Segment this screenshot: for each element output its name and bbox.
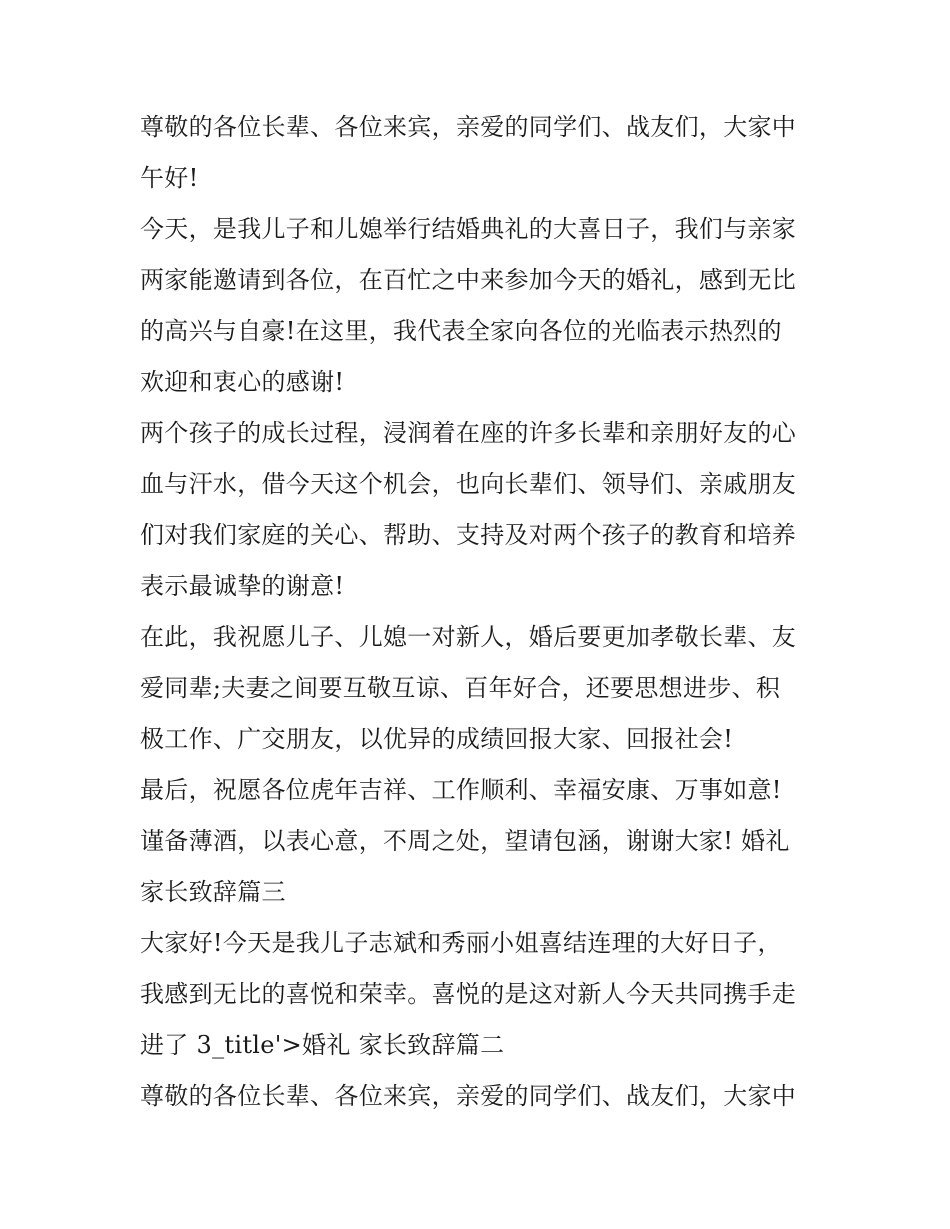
text-line: 大家好!今天是我儿子志斌和秀丽小姐喜结连理的大好日子， [140, 929, 782, 957]
text-line: 今天，是我儿子和儿媳举行结婚典礼的大喜日子，我们与亲家 [140, 215, 797, 243]
text-line: 尊敬的各位长辈、各位来宾，亲爱的同学们、战友们，大家中 [140, 113, 797, 141]
text-line: 尊敬的各位长辈、各位来宾，亲爱的同学们、战友们，大家中 [140, 1082, 797, 1110]
text-line: 的高兴与自豪!在这里，我代表全家向各位的光临表示热烈的 [140, 317, 782, 345]
document-body [140, 102, 820, 1122]
text-line: 在此，我祝愿儿子、儿媳一对新人，婚后要更加孝敬长辈、友 [140, 623, 797, 651]
text-line: 进了 3_title'>婚礼 家长致辞篇二 [140, 1031, 505, 1059]
text-line: 欢迎和衷心的感谢! [140, 368, 345, 396]
text-line: 家长致辞篇三 [140, 878, 286, 906]
text-line: 血与汗水，借今天这个机会，也向长辈们、领导们、亲戚朋友 [140, 470, 797, 498]
text-line: 爱同辈;夫妻之间要互敬互谅、百年好合，还要思想进步、积 [140, 674, 781, 702]
text-line: 我感到无比的喜悦和荣幸。喜悦的是这对新人今天共同携手走 [140, 980, 797, 1008]
text-line: 两个孩子的成长过程，浸润着在座的许多长辈和亲朋好友的心 [140, 419, 797, 447]
text-line: 极工作、广交朋友，以优异的成绩回报大家、回报社会! [140, 725, 734, 753]
text-line: 们对我们家庭的关心、帮助、支持及对两个孩子的教育和培养 [140, 521, 797, 549]
text-line: 表示最诚挚的谢意! [140, 572, 345, 600]
text-line: 最后，祝愿各位虎年吉祥、工作顺利、幸福安康、万事如意! [140, 776, 782, 804]
text-line: 谨备薄酒，以表心意，不周之处，望请包涵，谢谢大家! 婚礼 [140, 827, 790, 855]
text-line: 午好! [140, 164, 199, 192]
text-line: 两家能邀请到各位，在百忙之中来参加今天的婚礼，感到无比 [140, 266, 797, 294]
